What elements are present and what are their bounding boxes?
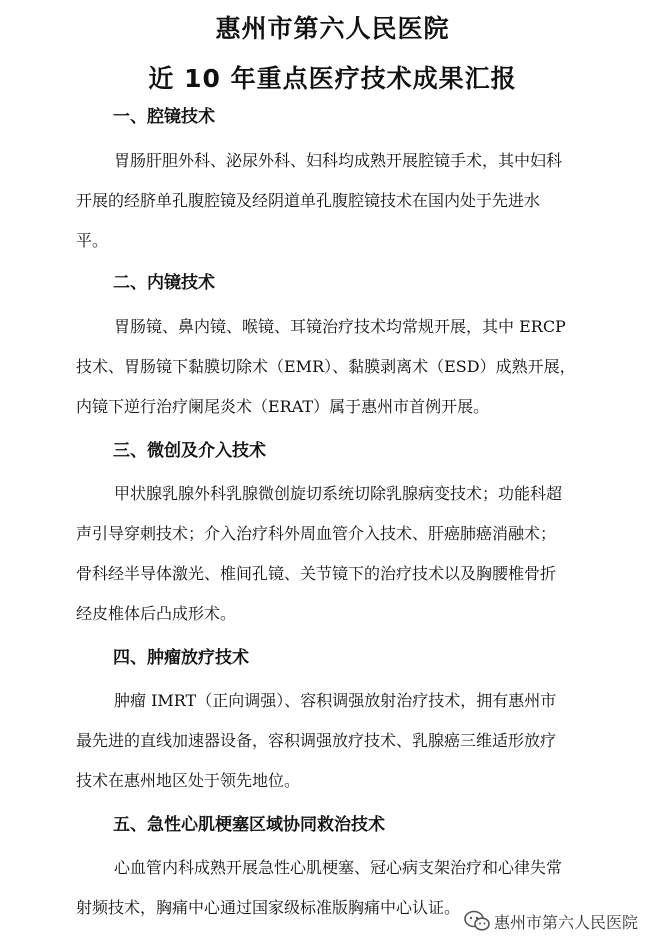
paragraph-line: 骨科经半导体激光、椎间孔镜、关节镜下的治疗技术以及胸腰椎骨折	[76, 564, 557, 583]
paragraph-line: 开展的经脐单孔腹腔镜及经阴道单孔腹腔镜技术在国内处于先进水	[76, 191, 541, 210]
paragraph-line: 声引导穿刺技术；介入治疗科外周血管介入技术、肝癌肺癌消融术；	[76, 524, 557, 543]
section-heading: 五、急性心肌梗塞区域协同救治技术	[113, 815, 385, 835]
section-heading: 三、微创及介入技术	[113, 441, 266, 461]
paragraph-line: 甲状腺乳腺外科乳腺微创旋切系统切除乳腺病变技术；功能科超	[114, 484, 563, 503]
document-title-line1: 惠州市第六人民医院	[215, 14, 450, 43]
paragraph-line: 心血管内科成熟开展急性心肌梗塞、冠心病支架治疗和心律失常	[114, 858, 563, 877]
paragraph-line: 经皮椎体后凸成形术。	[76, 604, 237, 623]
section-heading: 二、内镜技术	[113, 273, 215, 293]
paragraph-line: 胃肠肝胆外科、泌尿外科、妇科均成熟开展腔镜手术，其中妇科	[114, 151, 563, 170]
paragraph-line: 胃肠镜、鼻内镜、喉镜、耳镜治疗技术均常规开展，其中 ERCP	[114, 317, 566, 336]
watermark-text: 惠州市第六人民医院	[494, 912, 639, 932]
account-watermark	[464, 904, 660, 938]
paragraph-line: 技术在惠州地区处于领先地位。	[76, 771, 301, 790]
section-heading: 四、肿瘤放疗技术	[113, 648, 249, 668]
wechat-icon	[464, 910, 490, 932]
paragraph-line: 技术、胃肠镜下黏膜切除术（EMR）、黏膜剥离术（ESD）成熟开展，	[76, 357, 576, 376]
paragraph-line: 肿瘤 IMRT（正向调强）、容积调强放射治疗技术，拥有惠州市	[114, 691, 557, 710]
section-heading: 一、腔镜技术	[113, 107, 215, 127]
paragraph-line: 最先进的直线加速器设备，容积调强放疗技术、乳腺癌三维适形放疗	[76, 731, 557, 750]
document-title-line2: 近 10 年重点医疗技术成果汇报	[148, 64, 517, 93]
paragraph-line: 平。	[76, 231, 109, 250]
paragraph-line: 内镜下逆行治疗阑尾炎术（ERAT）属于惠州市首例开展。	[76, 397, 490, 416]
paragraph-line: 射频技术，胸痛中心通过国家级标准版胸痛中心认证。	[76, 898, 461, 917]
